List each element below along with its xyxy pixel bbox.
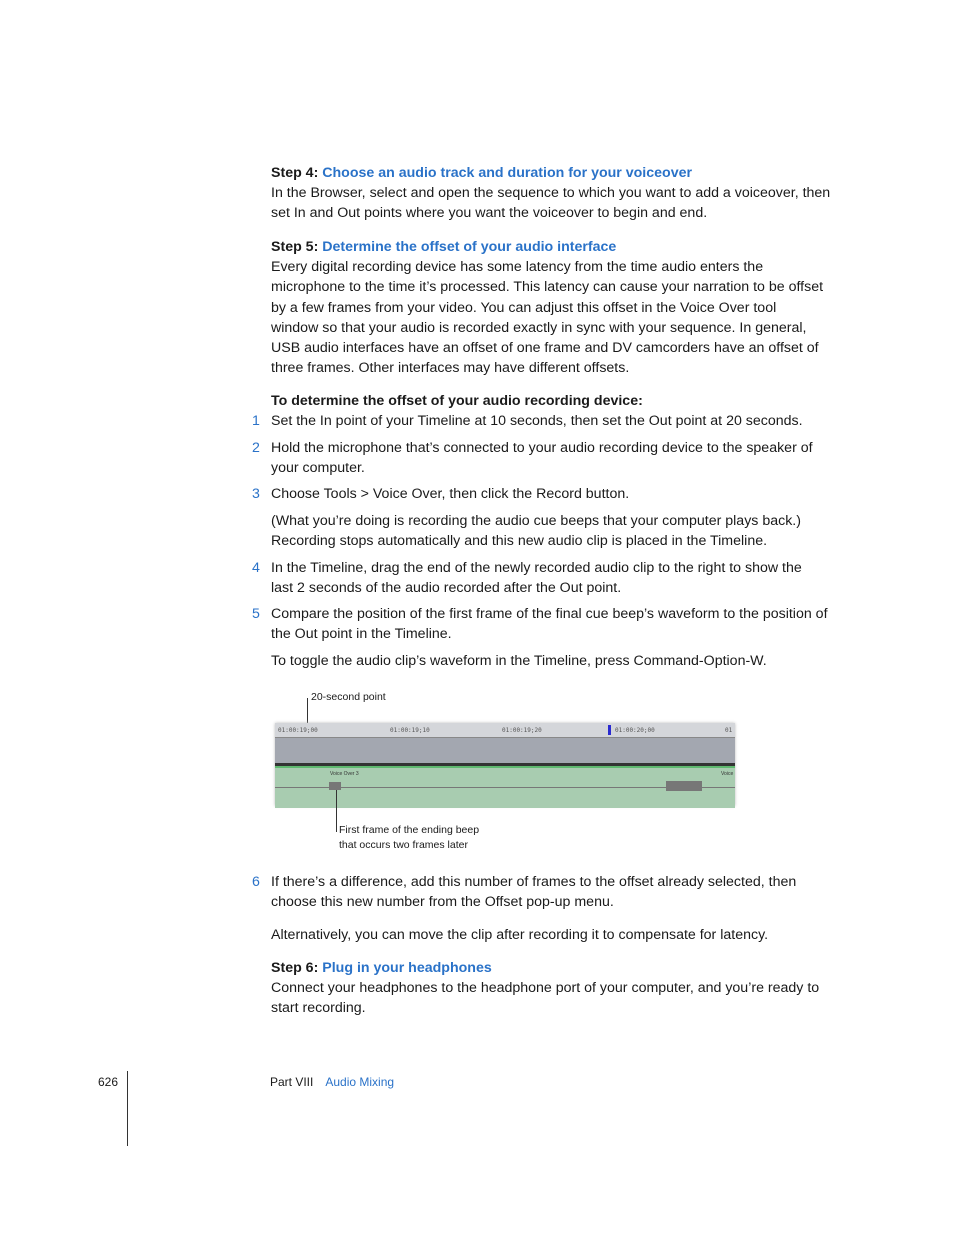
list-number: 6: [252, 874, 260, 890]
timecode: 01:00:20;00: [615, 727, 655, 734]
timecode: 01: [725, 727, 733, 734]
list-number: 5: [252, 606, 260, 622]
step-label: Step 4:: [271, 165, 319, 181]
list-note: (What you’re doing is recording the audio cue beeps that your computer plays back.) Recording stops automatically and this new audio clip is placed in the Timeline.: [271, 513, 801, 550]
clip-name: Voice: [721, 771, 734, 777]
footer: [270, 1072, 394, 1092]
callout-label: 20-second point: [311, 691, 386, 703]
step-label: Step 6:: [271, 960, 319, 976]
waveform-beep: [666, 781, 702, 791]
step-body: Every digital recording device has some latency from the time audio enters the microphone to the time it’s processed. This latency can cause your narration to be offset by a few frames from your video. You can adjust this offset in the Voice Over tool window so that your audio is recorded exactly in sync with your sequence. In general, USB audio interfaces have an offset of one frame and DV camcorders have an offset of three frames. Other interfaces may have different offsets.: [271, 259, 824, 377]
clip-name: Voice Over 3: [330, 771, 359, 777]
list-number: 4: [252, 560, 260, 576]
footer-divider: [127, 1071, 128, 1146]
callout-line: [336, 790, 337, 832]
step-title-link[interactable]: Plug in your headphones: [322, 960, 492, 976]
step-body: In the Browser, select and open the sequence to which you want to add a voiceover, then set In and Out points where you want the voiceover to begin and end.: [271, 185, 831, 222]
step-5: [271, 237, 826, 378]
list-item: Choose Tools > Voice Over, then click the Record button.: [271, 486, 630, 502]
list-number: 2: [252, 440, 260, 456]
step-title-link[interactable]: Choose an audio track and duration for your voiceover: [322, 165, 692, 181]
timecode: 01:00:19;10: [390, 727, 430, 734]
footer-part: Part VIII: [270, 1075, 314, 1089]
step-label: Step 5:: [271, 239, 319, 255]
list-item: If there’s a difference, add this number of frames to the offset already selected, then choose this new number from the Offset pop-up menu.: [271, 874, 797, 911]
list-number: 3: [252, 486, 260, 502]
step-body: Connect your headphones to the headphone port of your computer, and you’re ready to start recording.: [271, 980, 820, 1017]
footer-section-link[interactable]: Audio Mixing: [325, 1075, 395, 1089]
list-note: Alternatively, you can move the clip after recording it to compensate for latency.: [271, 927, 769, 943]
list-item: Hold the microphone that’s connected to your audio recording device to the speaker of your computer.: [271, 440, 813, 477]
list-item: In the Timeline, drag the end of the newly recorded audio clip to the right to show the last 2 seconds of the audio recorded after the Out point.: [271, 560, 802, 597]
step-4: [271, 163, 831, 224]
audio-clip[interactable]: [275, 766, 735, 808]
list-note: To toggle the audio clip’s waveform in the Timeline, press Command-Option-W.: [271, 653, 767, 669]
callout-label: First frame of the ending beep that occurs two frames later: [339, 824, 480, 851]
playhead-icon[interactable]: [608, 725, 611, 735]
timecode: 01:00:19;20: [502, 727, 542, 734]
timeline-ruler: [275, 723, 735, 738]
page-number: 626: [98, 1075, 119, 1089]
list-number: 1: [252, 413, 260, 429]
step-title-link[interactable]: Determine the offset of your audio interface: [322, 239, 617, 255]
video-track: [275, 738, 735, 763]
procedure-heading: To determine the offset of your audio recording device:: [271, 393, 643, 409]
list-item: Set the In point of your Timeline at 10 seconds, then set the Out point at 20 seconds.: [271, 413, 803, 429]
step-6: [271, 958, 826, 1019]
timecode: 01:00:19;00: [278, 727, 318, 734]
waveform-beep: [329, 782, 341, 790]
callout-line: [307, 698, 308, 723]
list-item: Compare the position of the first frame of the final cue beep’s waveform to the position of the Out point in the Timeline.: [271, 606, 828, 643]
